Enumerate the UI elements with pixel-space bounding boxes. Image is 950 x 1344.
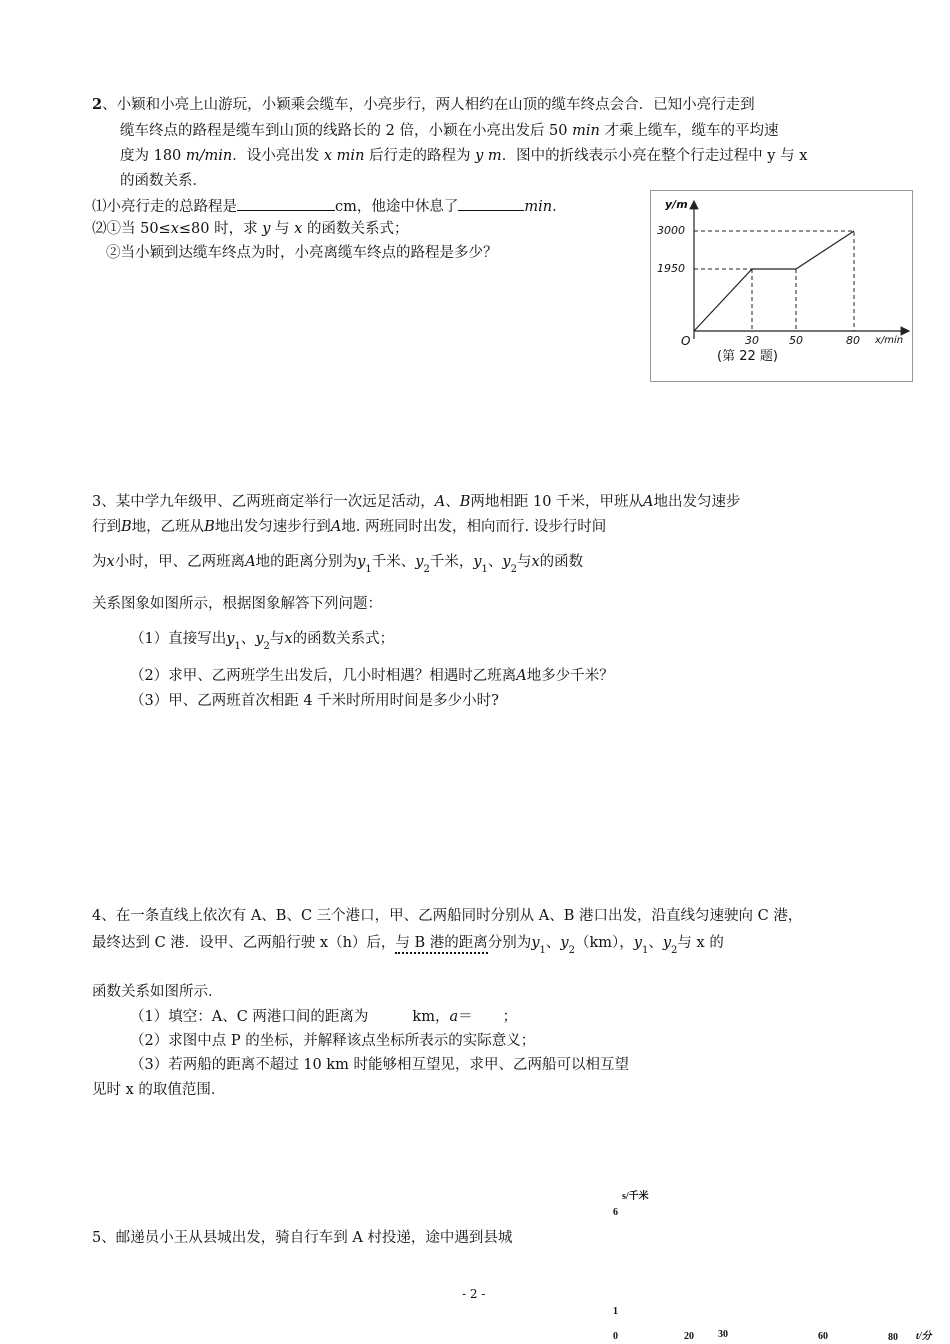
q3-line2: 行到B地，乙班从B地出发匀速步行到A地. 两班同时出发，相向而行. 设步行时间 — [92, 519, 607, 535]
answer-blank-distance[interactable] — [237, 196, 335, 211]
ytick-3000: 3000 — [657, 224, 685, 237]
q2-part2-sub2: ②当小颖到达缆车终点为时，小亮离缆车终点的路程是多少？ — [106, 245, 498, 261]
xtick-80: 80 — [846, 334, 860, 347]
walk-polyline — [694, 231, 854, 331]
x-axis-label: x/min — [875, 335, 904, 346]
q4-line1: 4、在一条直线上依次有 A、B、C 三个港口，甲、乙两船同时分别从 A、B 港口出发，沿直线匀速驶向 C 港， — [92, 908, 803, 924]
q2-line1: 2、小颖和小亮上山游玩，小颖乘会缆车，小亮步行，两人相约在山顶的缆车终点会合．已知小亮行走到 — [92, 96, 755, 113]
origin-label: O — [681, 334, 691, 348]
q4-part2: （2）求图中点 P 的坐标，并解释该点坐标所表示的实际意义； — [130, 1033, 536, 1049]
q5-line1: 5、邮递员小王从县城出发，骑自行车到 A 村投递，途中遇到县城 — [92, 1230, 513, 1246]
xtick-50: 50 — [789, 334, 803, 347]
q5-x-axis-label: t/分 — [916, 1331, 932, 1342]
q5-xtick-60: 60 — [818, 1331, 828, 1342]
q2-line4: 的函数关系． — [120, 173, 207, 189]
q2-line3: 度为 180 m/min．设小亮出发 x min 后行走的路程为 y m．图中的折线表示小亮在整个行走过程中 y 与 x — [120, 148, 808, 164]
q3-line3: 为x小时，甲、乙两班离A地的距离分别为$y_1$千米、$y_2$千米，$y_1$、$y_2$与x的函数 — [92, 554, 584, 575]
q5-ytick-6: 6 — [613, 1207, 618, 1218]
answer-blank-rest[interactable] — [458, 196, 524, 211]
q5-xtick-20: 20 — [684, 1331, 694, 1342]
figure-caption: (第 22 题) — [717, 349, 778, 364]
xtick-30: 30 — [745, 334, 759, 347]
q3-line4: 关系图象如图所示，根据图象解答下列问题： — [92, 596, 382, 612]
q4-line3: 函数关系如图所示． — [92, 984, 223, 1000]
q5-xtick-30: 30 — [718, 1329, 728, 1340]
q3-part2: （2）求甲、乙两班学生出发后，几小时相遇？相遇时乙班离A地多少千米？ — [130, 668, 614, 684]
q3-part1: （1）直接写出$y_1$、$y_2$与x的函数关系式； — [130, 631, 395, 652]
q2-number: 2 — [92, 96, 103, 113]
q4-part1: （1）填空：A、C 两港口间的距离为 km，a＝ ； — [130, 1009, 518, 1025]
ytick-1950: 1950 — [657, 262, 685, 275]
q3-part3: （3）甲、乙两班首次相距 4 千米时所用时间是多少小时? — [130, 693, 499, 709]
q5-ytick-1: 1 — [613, 1306, 618, 1317]
guide-3000 — [694, 231, 854, 331]
q4-part3: （3）若两船的距离不超过 10 km 时能够相互望见，求甲、乙两船可以相互望 — [130, 1057, 630, 1073]
q3-line1: 3、某中学九年级甲、乙两班商定举行一次远足活动，A、B两地相距 10 千米，甲班从A地出发匀速步 — [92, 494, 741, 510]
q2-figure — [650, 190, 913, 382]
q5-origin: 0 — [613, 1331, 618, 1342]
q2-part2: ⑵①当 50≤x≤80 时，求 y 与 x 的函数关系式； — [92, 221, 409, 237]
q4-line2: 最终达到 C 港．设甲、乙两船行驶 x（h）后，与 B 港的距离分别为$y_1$、$y_2(km)$，$y_1$、$y_2$与 x 的 — [92, 935, 724, 956]
q5-xtick-80: 80 — [888, 1332, 898, 1343]
q5-y-axis-label: s/千米 — [622, 1191, 649, 1202]
y-axis-label: y/m — [665, 198, 688, 211]
emphasis-dotted: 与 B 港的距离 — [395, 935, 487, 954]
q2-part1: ⑴小亮行走的总路程是 cm，他途中休息了 min． — [92, 196, 567, 217]
q2-line2: 缆车终点的路程是缆车到山顶的线路长的 2 倍，小颖在小亮出发后 50 min 才乘上缆车，缆车的平均速 — [120, 123, 779, 139]
q4-part3-cont: 见时 x 的取值范围． — [92, 1082, 226, 1098]
q2-graph — [651, 191, 912, 381]
page-number: - 2 - — [462, 1287, 486, 1301]
